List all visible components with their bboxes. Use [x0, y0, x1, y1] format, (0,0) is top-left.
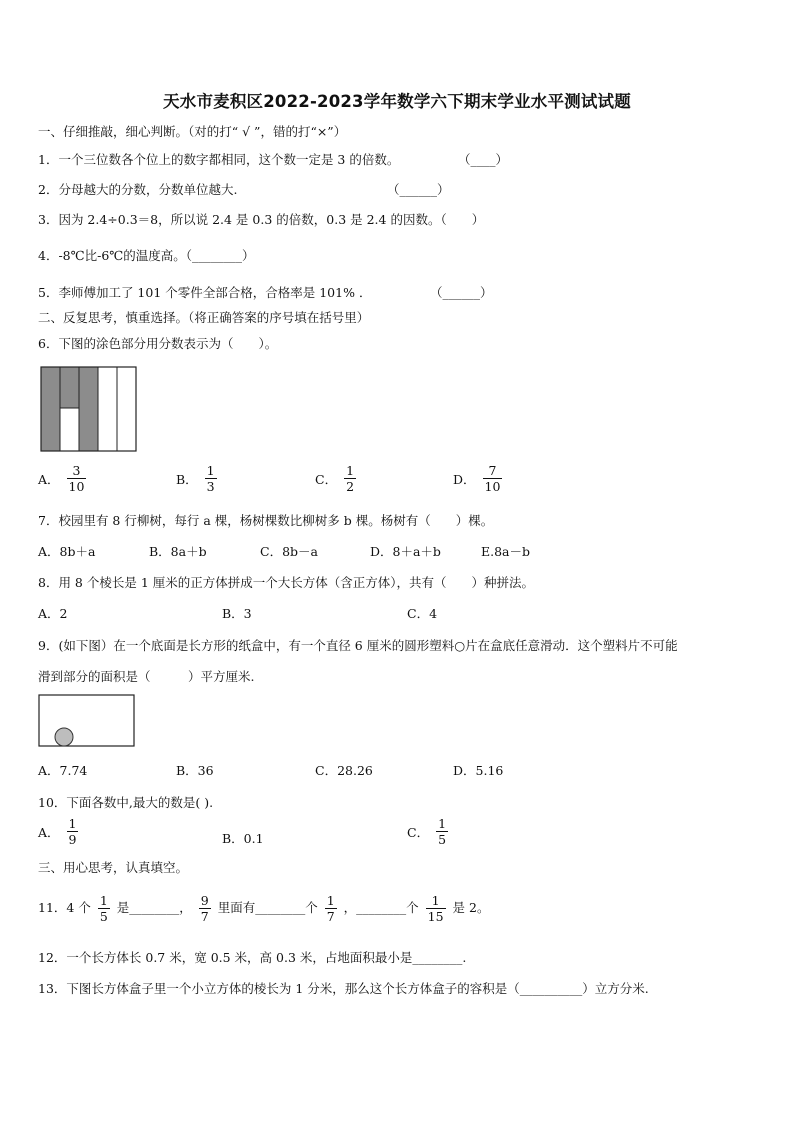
- q6-option-d-label: D．: [453, 471, 476, 487]
- fraction-denominator: 7: [200, 909, 209, 924]
- fraction-numerator: 1: [326, 893, 335, 908]
- q9-option-d[interactable]: D．5.16: [453, 763, 504, 778]
- q8-option-c[interactable]: C．4: [407, 606, 438, 621]
- q8-option-b[interactable]: B．3: [222, 606, 252, 621]
- fraction-numerator: 9: [200, 893, 209, 908]
- paper-box-figure: [38, 694, 136, 748]
- fraction-numerator: 3: [72, 463, 81, 478]
- q9-option-c[interactable]: C．28.26: [315, 763, 373, 778]
- plastic-disc: [55, 728, 73, 746]
- q6-option-c[interactable]: [315, 463, 359, 494]
- fraction-numerator: 1: [206, 463, 215, 478]
- q11-part-3: 里面有________个: [217, 900, 318, 915]
- question-4: 4．-8℃比-6℃的温度高。（________）: [38, 248, 255, 263]
- question-7: 7．校园里有 8 行柳树，每行 a 棵，杨树棵数比柳树多 b 棵。杨树有（ ）棵。: [38, 513, 494, 528]
- question-5-answer-paren: （______）: [430, 285, 493, 300]
- question-12: 12．一个长方体长 0.7 米，宽 0.5 米，高 0.3 米，占地面积最小是________.: [38, 950, 467, 965]
- q10-option-c-fraction: [436, 816, 448, 847]
- box-outline: [39, 695, 134, 746]
- q6-option-a-fraction: [67, 463, 87, 494]
- page-title: 天水市麦积区2022-2023学年数学六下期末学业水平测试试题: [163, 92, 631, 111]
- question-5: [38, 283, 371, 301]
- fraction-numerator: 7: [488, 463, 497, 478]
- question-9-line-2: 滑到部分的面积是（ ）平方厘米.: [38, 669, 255, 684]
- q10-option-c[interactable]: [407, 816, 451, 847]
- q11-fraction-1: [98, 893, 110, 924]
- q6-option-c-label: C．: [315, 471, 338, 487]
- shaded-strip-1: [41, 367, 60, 451]
- q6-option-d[interactable]: [453, 463, 505, 494]
- q7-option-a[interactable]: A．8b＋a: [38, 544, 96, 559]
- q6-option-b[interactable]: [176, 463, 220, 494]
- shaded-bar-figure: [40, 366, 137, 453]
- question-1: [38, 150, 399, 168]
- q6-option-b-label: B．: [176, 471, 198, 487]
- q9-option-b[interactable]: B．36: [176, 763, 214, 778]
- q7-option-e[interactable]: E.8a－b: [481, 544, 531, 559]
- q7-option-d[interactable]: D．8＋a＋b: [370, 544, 441, 559]
- fraction-denominator: 2: [346, 479, 355, 494]
- question-5-text: 5．李师傅加工了 101 个零件全部合格，合格率是 101% ．: [38, 285, 372, 300]
- q8-option-a[interactable]: A．2: [38, 606, 68, 621]
- question-2: [38, 180, 237, 198]
- q11-part-2: 是________，: [116, 900, 192, 915]
- question-1-text: 1．一个三位数各个位上的数字都相同，这个数一定是 3 的倍数。: [38, 152, 400, 167]
- q11-fraction-4: [426, 893, 446, 924]
- question-11: [38, 888, 489, 928]
- section-heading-judgement: 一、仔细推敲，细心判断。（对的打“ √ ”，错的打“×”）: [38, 124, 347, 139]
- fraction-denominator: 3: [206, 479, 215, 494]
- q11-part-1: 11．4 个: [38, 900, 91, 915]
- fraction-numerator: 1: [431, 893, 440, 908]
- q6-option-c-fraction: [344, 463, 356, 494]
- q6-option-a[interactable]: [38, 463, 89, 494]
- q10-option-c-label: C．: [407, 824, 430, 840]
- q11-fraction-3: [325, 893, 337, 924]
- q11-fraction-2: [199, 893, 211, 924]
- question-6: 6．下图的涂色部分用分数表示为（ ）。: [38, 336, 278, 351]
- fraction-denominator: 5: [99, 909, 108, 924]
- q7-option-c[interactable]: C．8b－a: [260, 544, 318, 559]
- fraction-denominator: 7: [326, 909, 335, 924]
- section-heading-choice: 二、反复思考，慎重选择。（将正确答案的序号填在括号里）: [38, 310, 370, 325]
- q7-option-b[interactable]: B．8a＋b: [149, 544, 207, 559]
- q10-option-b[interactable]: B．0.1: [222, 831, 264, 846]
- q10-option-a-fraction: [67, 816, 79, 847]
- fraction-numerator: 1: [68, 816, 77, 831]
- question-9-line-1: 9．(如下图）在一个底面是长方形的纸盒中，有一个直径 6 厘米的圆形塑料○片在盒底任意滑动．这个塑料片不可能: [38, 638, 678, 653]
- question-2-answer-paren: （______）: [387, 182, 450, 197]
- question-3: 3．因为 2.4÷0.3＝8，所以说 2.4 是 0.3 的倍数，0.3 是 2.4 的因数。（ ）: [38, 212, 485, 227]
- q6-option-a-label: A．: [38, 471, 60, 487]
- fraction-numerator: 1: [438, 816, 447, 831]
- q6-option-b-fraction: [205, 463, 217, 494]
- fraction-denominator: 5: [438, 832, 447, 847]
- q9-option-a[interactable]: A．7.74: [38, 763, 88, 778]
- section-heading-fill-blank: 三、用心思考，认真填空。: [38, 860, 189, 875]
- fraction-numerator: 1: [346, 463, 355, 478]
- fraction-denominator: 10: [484, 479, 501, 494]
- q11-part-4: ，________个: [343, 900, 419, 915]
- q6-option-d-fraction: [483, 463, 503, 494]
- question-2-text: 2．分母越大的分数，分数单位越大.: [38, 182, 238, 197]
- fraction-denominator: 9: [68, 832, 77, 847]
- question-1-answer-paren: （____）: [458, 152, 509, 167]
- fraction-denominator: 10: [68, 479, 85, 494]
- shaded-strip-3: [79, 367, 98, 451]
- question-8: 8．用 8 个棱长是 1 厘米的正方体拼成一个大长方体（含正方体），共有（ ）种拼法。: [38, 575, 535, 590]
- q10-option-a[interactable]: [38, 816, 81, 847]
- question-10: 10．下面各数中,最大的数是( ).: [38, 795, 214, 810]
- q11-part-5: 是 2。: [452, 900, 490, 915]
- question-13: 13．下图长方体盒子里一个小立方体的棱长为 1 分米，那么这个长方体盒子的容积是（__________）立方分米.: [38, 981, 649, 996]
- q10-option-a-label: A．: [38, 824, 60, 840]
- fraction-numerator: 1: [99, 893, 108, 908]
- shaded-strip-2-top: [60, 367, 79, 408]
- fraction-denominator: 15: [427, 909, 444, 924]
